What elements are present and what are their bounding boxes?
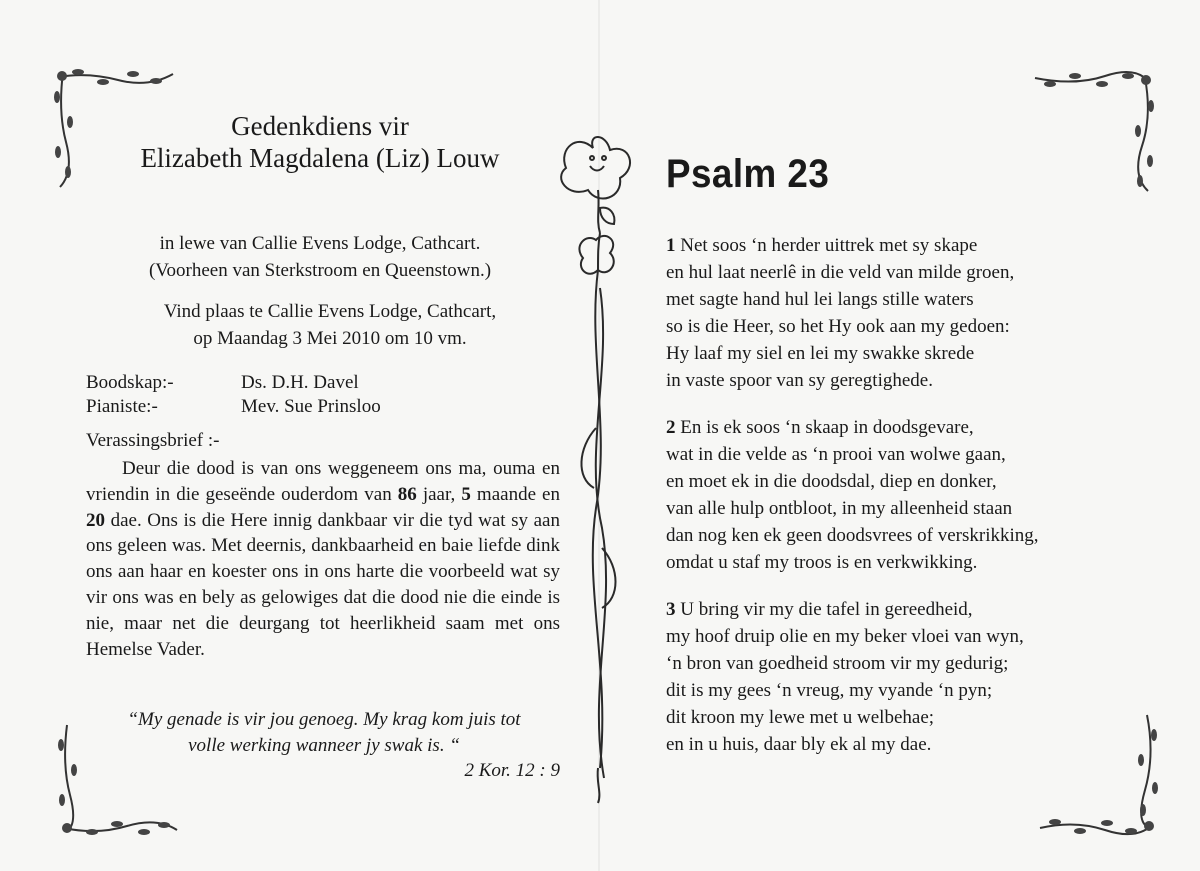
- verse-line: my hoof druip olie en my beker vloei van wyn,: [666, 626, 1024, 647]
- verse-line: met sagte hand hul lei langs stille waters: [666, 289, 974, 310]
- verse-line: en in u huis, daar bly ek al my dae.: [666, 734, 932, 755]
- verse-line: omdat u staf my troos is en verkwikking.: [666, 552, 978, 573]
- verse-line: 1 Net soos ‘n herder uittrek met sy skape: [666, 235, 978, 256]
- verse-line: so is die Heer, so het Hy ook aan my gedoen:: [666, 316, 1010, 337]
- verse-1: [666, 232, 1126, 394]
- verse-2: [666, 414, 1126, 576]
- verse-number: 3: [666, 599, 676, 620]
- memorial-title: [95, 110, 545, 174]
- psalm-title: Psalm 23: [666, 152, 830, 196]
- verse-line: dan nog ken ek geen doodsvrees of verskrikking,: [666, 525, 1039, 546]
- verse-line: en hul laat neerlê in die veld van milde groen,: [666, 262, 1015, 283]
- letter-text-1: Deur die dood is van ons weggeneem ons ma, ouma en vriendin in die geseënde ouderdom van: [86, 458, 560, 505]
- deceased-name: Elizabeth Magdalena (Liz) Louw: [140, 143, 500, 173]
- lily-flower-stem-icon: [548, 128, 648, 808]
- residence-line-2: (Voorheen van Sterkstroom en Queenstown.): [148, 260, 492, 281]
- residence-block: [110, 230, 530, 284]
- verse-line: dit kroon my lewe met u welbehae;: [666, 707, 935, 728]
- verse-line: dit is my gees ‘n vreug, my vyande ‘n pyn;: [666, 680, 993, 701]
- verse-line: van alle hulp ontbloot, in my alleenheid staan: [666, 498, 1013, 519]
- letter-heading: Verassingsbrief :-: [86, 430, 220, 451]
- verse-line: wat in die velde as ‘n prooi van wolwe gaan,: [666, 444, 1006, 465]
- role-label: Pianiste:-: [86, 396, 158, 417]
- verse-line: 3 U bring vir my die tafel in gereedheid,: [666, 599, 973, 620]
- verse-line: in vaste spoor van sy geregtighede.: [666, 370, 933, 391]
- venue-line-2: op Maandag 3 Mei 2010 om 10 vm.: [193, 328, 467, 349]
- age-months: 5: [461, 483, 471, 505]
- letter-text-3: maande en: [470, 483, 560, 505]
- verse-number: 1: [666, 235, 676, 256]
- role-value: Mev. Sue Prinsloo: [241, 396, 381, 417]
- letter-body: [86, 456, 560, 662]
- verse-line: 2 En is ek soos ‘n skaap in doodsgevare,: [666, 417, 974, 438]
- verse-line: Hy laaf my siel en lei my swakke skrede: [666, 343, 975, 364]
- age-years: 86: [397, 483, 417, 505]
- verse-line: en moet ek in die doodsdal, diep en donker,: [666, 471, 997, 492]
- quote-reference: 2 Kor. 12 : 9: [464, 760, 560, 781]
- role-value: Ds. D.H. Davel: [241, 372, 359, 393]
- quote-line-1: “My genade is vir jou genoeg. My krag kom juis tot: [127, 709, 521, 730]
- venue-block: [110, 298, 550, 352]
- venue-line-1: Vind plaas te Callie Evens Lodge, Cathcart,: [163, 301, 497, 322]
- vine-corner-top-right-icon: [1030, 66, 1160, 196]
- letter-text-2: jaar,: [416, 483, 462, 505]
- role-label: Boodskap:-: [86, 372, 174, 393]
- age-days: 20: [86, 509, 105, 531]
- residence-line-1: in lewe van Callie Evens Lodge, Cathcart.: [159, 233, 481, 254]
- verse-line: ‘n bron van goedheid stroom vir my gedurig;: [666, 653, 1009, 674]
- verse-3: [666, 596, 1126, 758]
- quote-line-2: volle werking wanneer jy swak is. “: [188, 735, 460, 756]
- title-line-1: Gedenkdiens vir: [231, 111, 409, 141]
- verse-number: 2: [666, 417, 676, 438]
- letter-text-4: dae. Ons is die Here innig dankbaar vir die tyd wat sy aan ons geleen was. Met deernis, dankbaarheid en baie liefde dink ons aan haar en koester ons in ons harte die voorbeeld wat sy vir ons was en bely as gelowiges dat die dood nie die einde is nie, maar net die deurgang tot heerlikheid saam met ons Hemelse Vader.: [86, 509, 560, 660]
- scripture-quote: [88, 707, 560, 759]
